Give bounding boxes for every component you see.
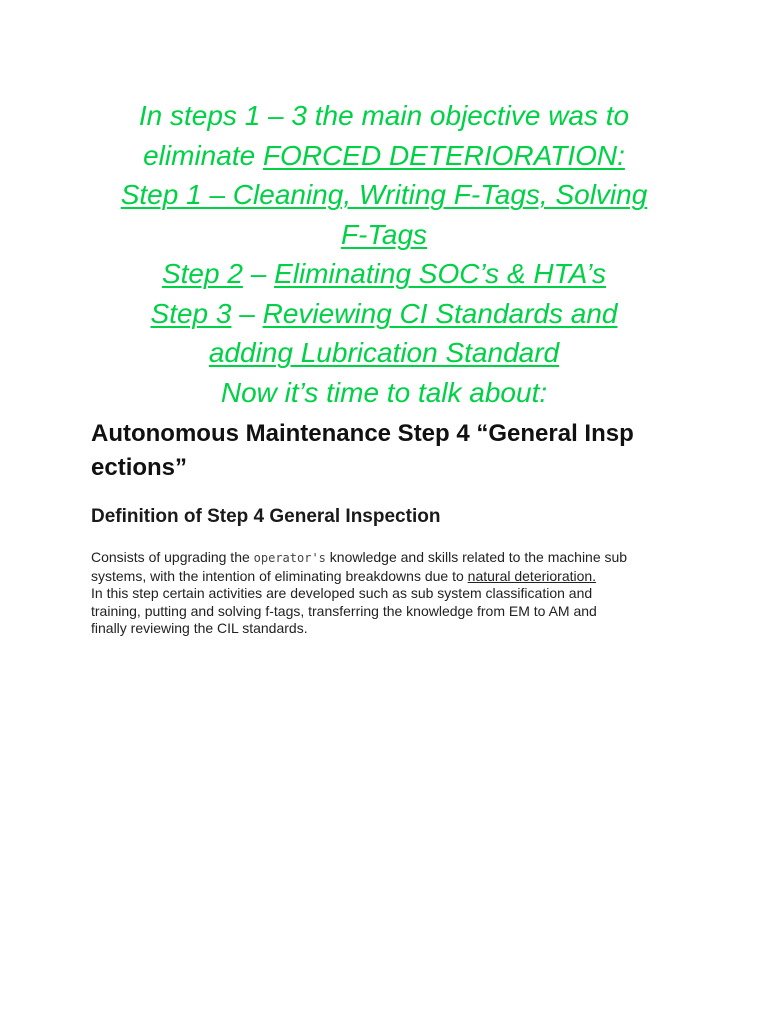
definition-paragraph: [91, 549, 691, 638]
forced-deterioration-text: FORCED DETERIORATION:: [262, 139, 625, 171]
intro-step-2-text: Eliminating SOC’s & HTA’s: [274, 258, 607, 289]
page-title: [91, 417, 711, 485]
operator-term: operator's: [253, 551, 326, 565]
intro-callout: [0, 96, 768, 412]
paragraph-line-3: In this step certain activities are developed such as sub system classification and: [91, 585, 593, 601]
paragraph-line-1-b: knowledge and skills related to the machine sub: [325, 549, 628, 565]
intro-line-2-prefix: eliminate: [143, 139, 263, 171]
natural-deterioration-link: natural deterioration.: [467, 567, 597, 584]
intro-step-3-dash: –: [231, 297, 263, 329]
paragraph-line-1: [91, 549, 691, 568]
intro-step-3-label: Step 3: [150, 297, 232, 329]
page-title-line-2: ections”: [91, 454, 188, 481]
intro-step-3-line: [0, 294, 768, 334]
paragraph-line-2: [91, 568, 691, 586]
intro-step-2-line: [0, 254, 768, 294]
section-heading: Definition of Step 4 General Inspection: [91, 506, 441, 527]
intro-line-1: In steps 1 – 3 the main objective was to: [138, 100, 630, 131]
intro-line-2: [0, 136, 768, 176]
page-title-line-1: Autonomous Maintenance Step 4 “General Insp: [91, 420, 634, 447]
paragraph-line-4: training, putting and solving f-tags, transferring the knowledge from EM to AM and: [91, 602, 597, 619]
intro-step-2-label: Step 2: [161, 258, 243, 289]
intro-step-3-text: Reviewing CI Standards and: [262, 297, 618, 329]
paragraph-line-1-a: Consists of upgrading the: [91, 549, 254, 565]
intro-step-1-line: Step 1 – Cleaning, Writing F-Tags, Solving: [120, 179, 648, 210]
paragraph-line-5: finally reviewing the CIL standards.: [91, 620, 308, 636]
intro-step-3-continued: adding Lubrication Standard: [208, 337, 560, 368]
paragraph-line-2-a: systems, with the intention of eliminating breakdowns due to: [91, 567, 468, 584]
intro-step-1-continued: F-Tags: [340, 218, 428, 250]
intro-step-2-dash: –: [242, 258, 275, 289]
intro-now-line: Now it’s time to talk about:: [220, 376, 548, 408]
